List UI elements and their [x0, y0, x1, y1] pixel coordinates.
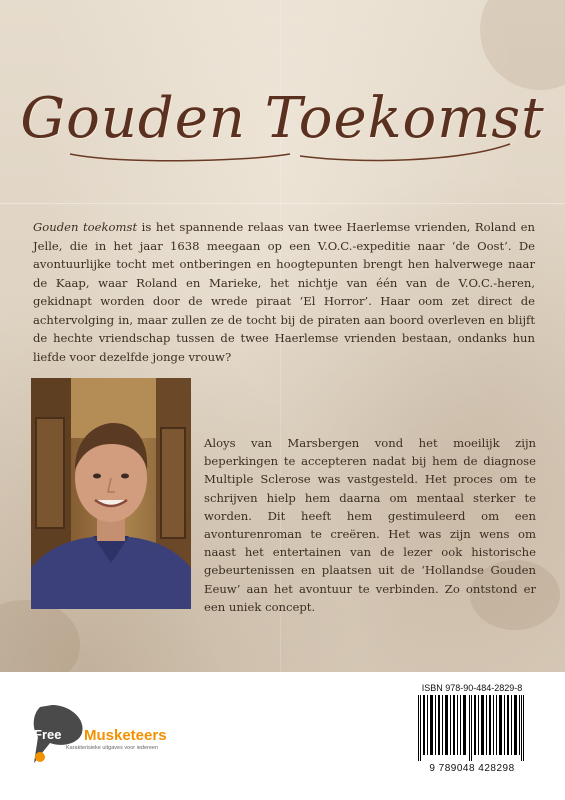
- paper-stain: [480, 0, 565, 90]
- book-title: Gouden Toekomst: [20, 86, 545, 151]
- synopsis-text: is het spannende relaas van twee Haerlemse vrienden, Roland en Jelle, die in het jaar 1638 meegaan op een V.O.C.-expeditie naar ‘de Oost’. De avontuurlijke tocht met ontberingen en hoogtepunten brengt hen halverwege naar de Kaap, waar Roland en Marieke, het nichtje van één van de V.O.C.-heren, gekidnapt worden door de wrede piraat ‘El Horror’. Haar oom zet direct de achtervolging in, maar zullen ze de tocht bij de piraten aan boord overleven en blijft de hechte vriendschap tussen de twee Haerlemse vrienden bestaan, ondanks hun liefde voor dezelfde jonge vrouw?: [33, 220, 535, 364]
- author-portrait-illustration: [31, 378, 191, 609]
- barcode-digits: 9 789048 428298: [429, 763, 515, 774]
- author-bio: Aloys van Marsbergen vond het moeilijk zijn beperkingen te accepteren nadat bij hem de diagnose Multiple Sclerose was vastgesteld. Het proces om te schrijven hielp hem daarna om mentaal sterker te worden. Dit heeft hem gestimuleerd om een avonturenroman te creëren. Het was zijn wens om naast het entertainen van de lezer ook historische gebeurtenissen en plaatsen uit de ‘Hollandse Gouden Eeuw’ aan het avontuur te verbinden. Zo ontstond er een uniek concept.: [204, 436, 536, 614]
- publisher-name-free: Free: [34, 727, 62, 742]
- barcode-bars: [408, 695, 536, 761]
- paper-crease: [0, 203, 565, 204]
- synopsis-title: Gouden toekomst: [33, 220, 138, 234]
- publisher-tagline: Karakterisieke uitgaves voor iedereen: [66, 745, 159, 751]
- publisher-logo: [30, 705, 190, 765]
- synopsis-paragraph: [33, 218, 535, 366]
- publisher-name-musketeers: Musketeers: [84, 727, 167, 744]
- isbn-label: ISBN 978-90-484-2829-8: [421, 683, 523, 693]
- author-photo: [31, 378, 191, 609]
- isbn-barcode: [408, 683, 536, 779]
